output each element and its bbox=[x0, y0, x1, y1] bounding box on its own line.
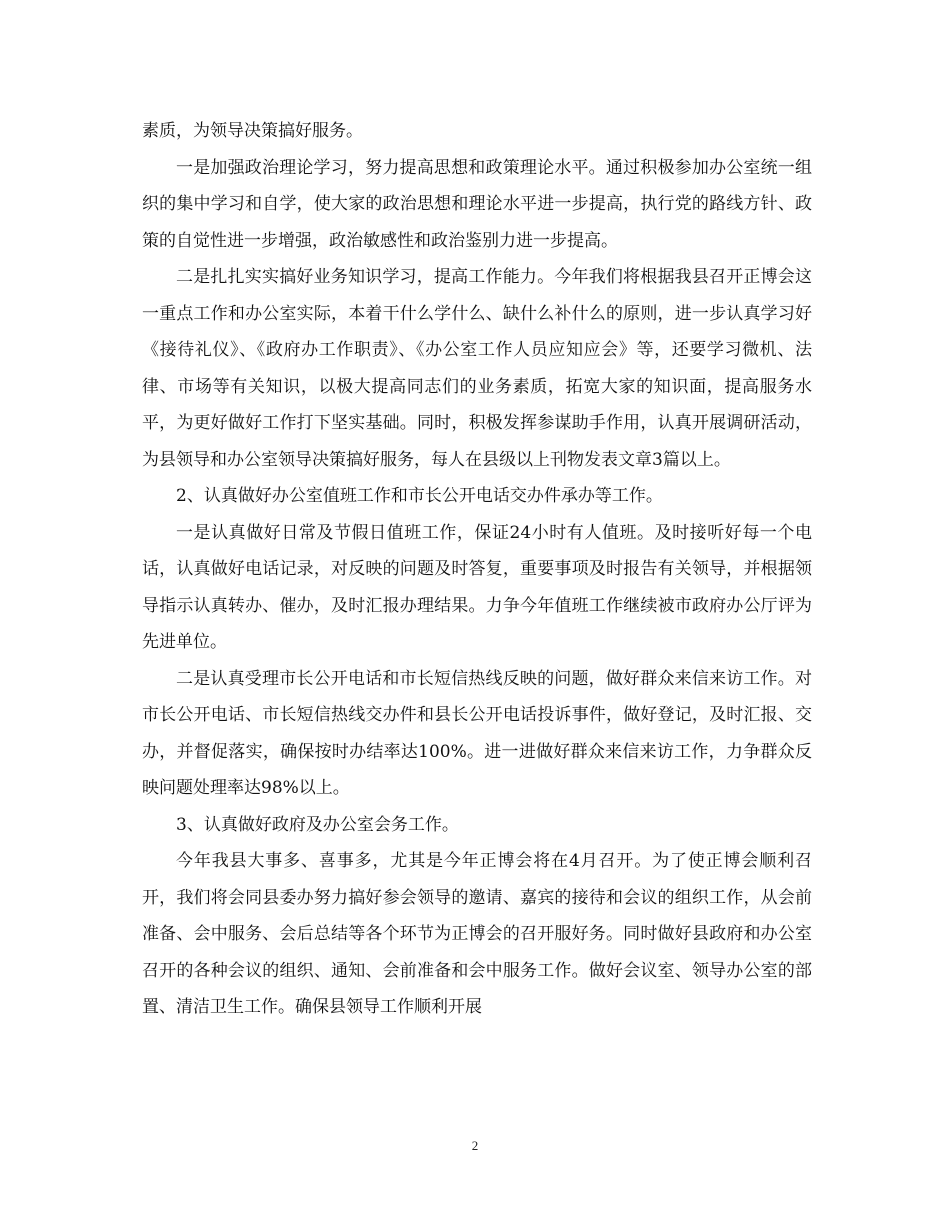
paragraph-business-study: 二是扎扎实实搞好业务知识学习，提高工作能力。今年我们将根据我县召开正博会这一重点工作和办公室实际，本着干什么学什么、缺什么补什么的原则，进一步认真学习好《接待礼仪》、《政府办工作职责》、《办公室工作人员应知应会》等，还要学习微机、法律、市场等有关知识，以极大提高同志们的业务素质，拓宽大家的知识面，提高服务水平，为更好做好工作打下坚实基础。同时，积极发挥参谋助手作用，认真开展调研活动，为县领导和办公室领导决策搞好服务，每人在县级以上刊物发表文章3篇以上。 bbox=[142, 267, 812, 470]
paragraph-public-hotline: 二是认真受理市长公开电话和市长短信热线反映的问题，做好群众来信来访工作。对市长公开电话、市长短信热线交办件和县长公开电话投诉事件，做好登记，及时汇报、交办，并督促落实，确保按时办结率达100%。进一进做好群众来信来访工作，力争群众反映问题处理率达98%以上。 bbox=[142, 668, 812, 798]
section-heading-duty-work: 2、认真做好办公室值班工作和市长公开电话交办件承办等工作。 bbox=[176, 486, 663, 506]
section-heading-meeting-work: 3、认真做好政府及办公室会务工作。 bbox=[176, 814, 459, 835]
page-number: 2 bbox=[471, 1138, 479, 1153]
document-body bbox=[142, 113, 812, 1026]
paragraph-political-study: 一是加强政治理论学习，努力提高思想和政策理论水平。通过积极参加办公室统一组织的集中学习和自学，使大家的政治思想和理论水平进一步提高，执行党的路线方针、政策的自觉性进一步增强，政治敏感性和政治鉴别力进一步提高。 bbox=[142, 157, 812, 251]
paragraph-expo-meetings: 今年我县大事多、喜事多，尤其是今年正博会将在4月召开。为了使正博会顺利召开，我们将会同县委办努力搞好参会领导的邀请、嘉宾的接待和会议的组织工作，从会前准备、会中服务、会后总结等各个环节为正博会的召开服好务。同时做好县政府和办公室召开的各种会议的组织、通知、会前准备和会中服务工作。做好会议室、领导办公室的部置、清洁卫生工作。确保县领导工作顺利开展 bbox=[142, 851, 812, 1017]
paragraph-continuation: 素质，为领导决策搞好服务。 bbox=[142, 121, 363, 141]
paragraph-daily-duty: 一是认真做好日常及节假日值班工作，保证24小时有人值班。及时接听好每一个电话，认真做好电话记录，对反映的问题及时答复，重要事项及时报告有关领导，并根据领导指示认真转办、催办，及时汇报办理结果。力争今年值班工作继续被市政府办公厅评为先进单位。 bbox=[142, 522, 812, 652]
